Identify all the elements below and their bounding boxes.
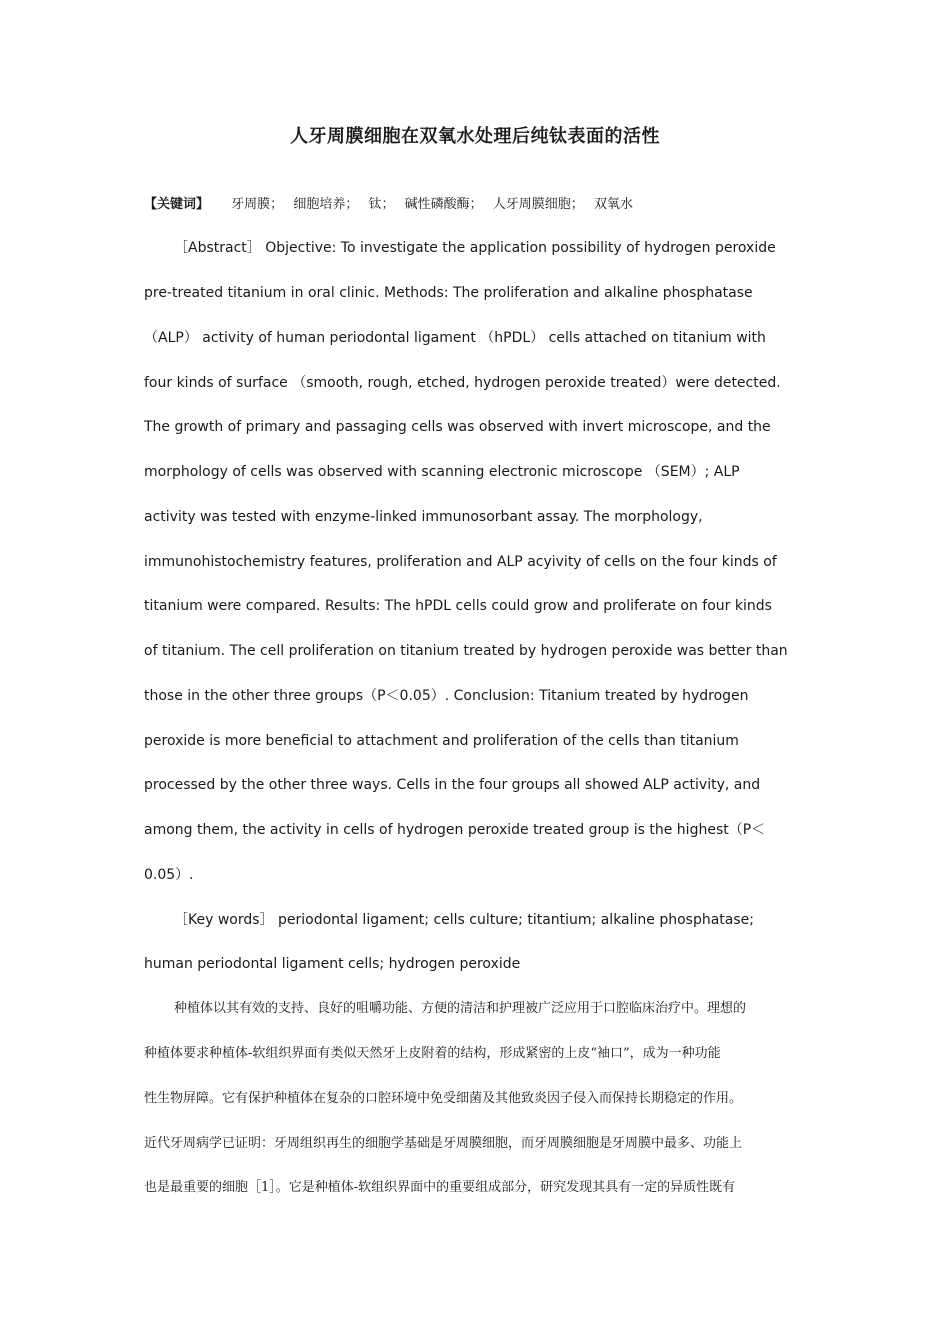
keywords-cn bbox=[144, 193, 824, 212]
body-line: 种植体以其有效的支持、良好的咀嚼功能、方便的清洁和护理被广泛应用于口腔临床治疗中。理想的 bbox=[174, 1001, 747, 1016]
abstract-line: processed by the other three ways. Cells in the four groups all showed ALP activity, and bbox=[144, 777, 761, 793]
keyword-term: 双氧水 bbox=[593, 197, 633, 212]
abstract-line: among them, the activity in cells of hydrogen peroxide treated group is the highest（P＜ bbox=[144, 822, 766, 838]
abstract-line: morphology of cells was observed with scanning electronic microscope （SEM）; ALP bbox=[144, 464, 740, 480]
body-line: 性生物屏障。它有保护种植体在复杂的口腔环境中免受细菌及其他致炎因子侵入而保持长期稳定的作用。 bbox=[144, 1091, 743, 1106]
keyword-term: 细胞培养； bbox=[293, 197, 359, 212]
abstract-line: those in the other three groups（P＜0.05）. Conclusion: Titanium treated by hydrogen bbox=[144, 688, 749, 704]
abstract-line: pre-treated titanium in oral clinic. Methods: The proliferation and alkaline phosphatase bbox=[144, 285, 753, 301]
body-line: 种植体要求种植体-软组织界面有类似天然牙上皮附着的结构，形成紧密的上皮“袖口”，成为一种功能 bbox=[144, 1046, 721, 1061]
abstract-line: immunohistochemistry features, proliferation and ALP acyivity of cells on the four kinds of bbox=[144, 554, 777, 570]
abstract-line: ［Abstract］ Objective: To investigate the application possibility of hydrogen peroxide bbox=[174, 240, 776, 256]
paper-title: 人牙周膜细胞在双氧水处理后纯钛表面的活性 bbox=[290, 126, 660, 147]
abstract-line: activity was tested with enzyme-linked immunosorbant assay. The morphology, bbox=[144, 509, 703, 525]
keywords-en-line: ［Key words］ periodontal ligament; cells culture; titantium; alkaline phosphatase; bbox=[174, 912, 754, 928]
abstract-line: 0.05）. bbox=[144, 867, 194, 883]
keyword-term: 碱性磷酸酶； bbox=[404, 197, 483, 212]
keywords-cn-label: 【关键词】 bbox=[144, 197, 210, 212]
keyword-term: 人牙周膜细胞； bbox=[492, 197, 584, 212]
abstract-line: titanium were compared. Results: The hPDL cells could grow and proliferate on four kinds bbox=[144, 598, 772, 614]
abstract-line: four kinds of surface （smooth, rough, etched, hydrogen peroxide treated）were detected. bbox=[144, 375, 781, 391]
keywords-cn-terms bbox=[231, 197, 639, 212]
abstract-line: （ALP） activity of human periodontal ligament （hPDL） cells attached on titanium with bbox=[144, 330, 766, 346]
body-line: 也是最重要的细胞［1］。它是种植体-软组织界面中的重要组成部分，研究发现其具有一定的异质性既有 bbox=[144, 1180, 736, 1195]
keyword-term: 牙周膜； bbox=[231, 197, 284, 212]
keyword-term: 钛； bbox=[368, 197, 395, 212]
abstract-line: The growth of primary and passaging cells was observed with invert microscope, and the bbox=[144, 419, 771, 435]
abstract-line: peroxide is more beneficial to attachment and proliferation of the cells than titanium bbox=[144, 733, 739, 749]
abstract-line: of titanium. The cell proliferation on titanium treated by hydrogen peroxide was better than bbox=[144, 643, 788, 659]
body-line: 近代牙周病学已证明：牙周组织再生的细胞学基础是牙周膜细胞，而牙周膜细胞是牙周膜中最多、功能上 bbox=[144, 1136, 743, 1151]
keywords-en-line: human periodontal ligament cells; hydrogen peroxide bbox=[144, 956, 521, 972]
